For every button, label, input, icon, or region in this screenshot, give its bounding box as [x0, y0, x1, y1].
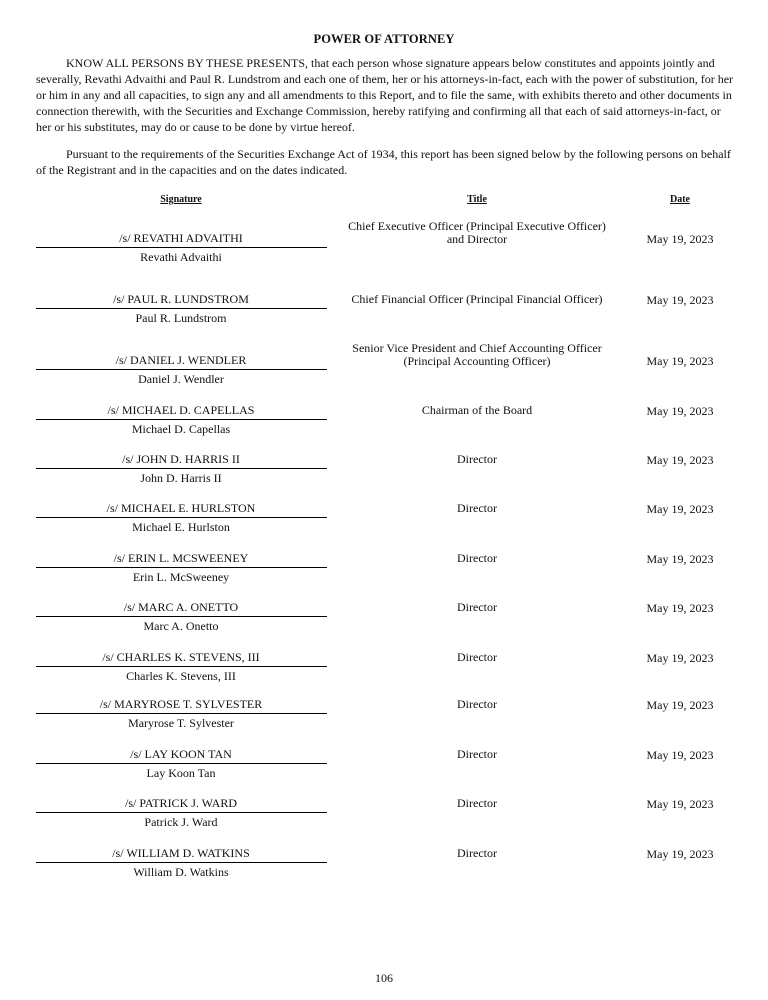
signatory-name: John D. Harris II — [140, 471, 222, 485]
signature-text: /s/ PATRICK J. WARD — [124, 796, 238, 810]
column-header-signature: Signature — [160, 194, 202, 205]
signature-line — [36, 713, 327, 714]
signatory-title — [333, 847, 621, 860]
signature-text: /s/ MARC A. ONETTO — [123, 600, 239, 614]
signature-text: /s/ JOHN D. HARRIS II — [122, 452, 240, 466]
signatory-title — [333, 552, 621, 565]
signature-line — [36, 419, 327, 420]
signature-line — [36, 468, 327, 469]
signature-date: May 19, 2023 — [646, 453, 714, 467]
signature-text: /s/ MARYROSE T. SYLVESTER — [99, 697, 263, 711]
signature-text: /s/ ERIN L. MCSWEENEY — [113, 551, 249, 565]
title-line-1: Director — [457, 650, 497, 664]
signatory-title — [333, 698, 621, 711]
signatory-name: Paul R. Lundstrom — [135, 311, 227, 325]
signature-date: May 19, 2023 — [646, 232, 714, 246]
signatory-name: Maryrose T. Sylvester — [128, 716, 234, 730]
title-line-2: and Director — [446, 232, 508, 246]
signatory-name: Charles K. Stevens, III — [126, 669, 236, 683]
title-line-2: (Principal Accounting Officer) — [403, 354, 551, 368]
signature-line — [36, 308, 327, 309]
title-line-1: Director — [457, 846, 497, 860]
title-line-1: Director — [457, 697, 497, 711]
signatory-name: Michael E. Hurlston — [132, 520, 230, 534]
column-header-date: Date — [670, 194, 690, 205]
title-line-1: Chief Financial Officer (Principal Financial Officer) — [351, 292, 603, 306]
signatory-name: Michael D. Capellas — [131, 422, 231, 436]
signature-date: May 19, 2023 — [646, 354, 714, 368]
title-line-1: Director — [457, 747, 497, 761]
signature-date: May 19, 2023 — [646, 552, 714, 566]
signature-line — [36, 763, 327, 764]
signature-date: May 19, 2023 — [646, 748, 714, 762]
title-line-1: Chairman of the Board — [421, 403, 533, 417]
signature-line — [36, 812, 327, 813]
document-title: POWER OF ATTORNEY — [313, 32, 455, 46]
signature-text: /s/ REVATHI ADVAITHI — [119, 231, 243, 245]
signature-text: /s/ CHARLES K. STEVENS, III — [102, 650, 260, 664]
signature-line — [36, 616, 327, 617]
title-line-1: Director — [457, 551, 497, 565]
title-line-1: Director — [457, 600, 497, 614]
signature-date: May 19, 2023 — [646, 651, 714, 665]
signatory-title — [333, 797, 621, 810]
signatory-name: Daniel J. Wendler — [138, 372, 224, 386]
signatory-name: Patrick J. Ward — [144, 815, 218, 829]
signatory-title — [333, 453, 621, 466]
signature-statement-paragraph: Pursuant to the requirements of the Securities Exchange Act of 1934, this report has been signed below by the following persons on behalf of the Registrant and in the capacities and on the dates indicated. — [36, 147, 731, 178]
title-line-1: Chief Executive Officer (Principal Executive Officer) — [348, 219, 606, 233]
signatory-name: Erin L. McSweeney — [132, 570, 230, 584]
title-line-1: Director — [457, 501, 497, 515]
signature-date: May 19, 2023 — [646, 698, 714, 712]
signatory-title — [333, 601, 621, 614]
signatory-title — [333, 748, 621, 761]
signatory-name: Revathi Advaithi — [140, 250, 222, 264]
signatory-title — [333, 293, 621, 306]
signature-line — [36, 862, 327, 863]
signature-date: May 19, 2023 — [646, 847, 714, 861]
signature-date: May 19, 2023 — [646, 404, 714, 418]
signature-line — [36, 517, 327, 518]
signature-line — [36, 369, 327, 370]
title-line-1: Director — [457, 796, 497, 810]
signature-date: May 19, 2023 — [646, 293, 714, 307]
signature-line — [36, 247, 327, 248]
title-line-1: Senior Vice President and Chief Accounting Officer — [352, 341, 602, 355]
signature-line — [36, 567, 327, 568]
signatory-name: Marc A. Onetto — [143, 619, 219, 633]
signature-date: May 19, 2023 — [646, 502, 714, 516]
signature-line — [36, 666, 327, 667]
signature-text: /s/ DANIEL J. WENDLER — [115, 353, 247, 367]
signature-text: /s/ PAUL R. LUNDSTROM — [113, 292, 249, 306]
signatory-title — [333, 651, 621, 664]
signature-text: /s/ LAY KOON TAN — [130, 747, 232, 761]
signatory-title — [333, 502, 621, 515]
signature-text: /s/ MICHAEL D. CAPELLAS — [107, 403, 255, 417]
signatory-name: William D. Watkins — [133, 865, 229, 879]
title-line-1: Director — [457, 452, 497, 466]
signature-text: /s/ MICHAEL E. HURLSTON — [106, 501, 256, 515]
signature-date: May 19, 2023 — [646, 797, 714, 811]
signatory-title — [333, 342, 621, 368]
signatory-title — [333, 404, 621, 417]
page-number: 106 — [375, 971, 393, 985]
signatory-name: Lay Koon Tan — [146, 766, 216, 780]
signature-date: May 19, 2023 — [646, 601, 714, 615]
power-of-attorney-paragraph: KNOW ALL PERSONS BY THESE PRESENTS, that each person whose signature appears below constitutes and appoints jointly and severally, Revathi Advaithi and Paul R. Lundstrom and each one of them, her or his attorneys-in-fact, each with the power of substitution, for her or him in any and all capacities, to sign any and all amendments to this Report, and to file the same, with exhibits thereto and other documents in connection therewith, with the Securities and Exchange Commission, hereby ratifying and confirming all that each of said attorneys-in-fact, or her or his substitutes, may do or cause to be done by virtue hereof. — [36, 56, 734, 135]
signatory-title — [333, 220, 621, 246]
signature-text: /s/ WILLIAM D. WATKINS — [112, 846, 250, 860]
column-header-title: Title — [467, 194, 487, 205]
